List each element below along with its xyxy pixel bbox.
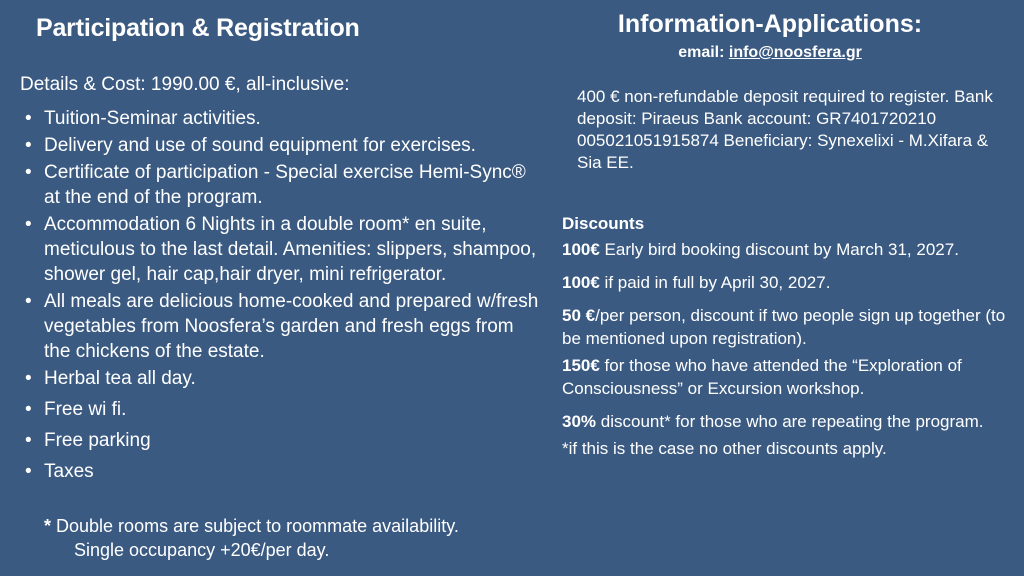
list-item: • All meals are delicious home-cooked and prepared w/fresh vegetables from Noosfera’s garden and fresh eggs from the chickens of the estate. xyxy=(25,291,539,362)
email-label: email: xyxy=(678,44,729,61)
list-item: • Tuition-Seminar activities. xyxy=(25,108,261,129)
list-item: • Free wi fi. xyxy=(25,399,127,420)
list-item: • Certificate of participation - Special exercise Hemi-Sync® at the end of the program. xyxy=(25,162,526,208)
note-line-1: Double rooms are subject to roommate availability. xyxy=(51,516,459,536)
discount-text: /per person, discount if two people sign up together (to be mentioned upon registration). xyxy=(562,306,1006,348)
discount-amount: 50 € xyxy=(562,306,596,325)
list-item: • Free parking xyxy=(25,430,151,451)
list-item: • Taxes xyxy=(25,461,94,482)
bullet-icon: • xyxy=(25,430,32,451)
discounts-list xyxy=(562,238,1007,470)
discount-amount: 150€ xyxy=(562,356,600,375)
discount-item xyxy=(562,410,1007,433)
discount-text: Early bird booking discount by March 31, 2027. xyxy=(599,240,959,259)
discount-text: if paid in full by April 30, 2027. xyxy=(599,273,831,292)
list-item: • Herbal tea all day. xyxy=(25,368,196,389)
list-item: • Accommodation 6 Nights in a double room* en suite, meticulous to the last detail. Amenities: slippers, shampoo, shower gel, hair cap,hair dryer, mini refrigerator. xyxy=(25,214,537,285)
email-line xyxy=(560,44,980,62)
list-item: • Delivery and use of sound equipment for exercises. xyxy=(25,135,476,156)
discount-amount: 30% xyxy=(562,412,597,431)
discount-item xyxy=(562,354,1007,400)
discount-amount: 100€ xyxy=(562,240,600,259)
bullet-icon: • xyxy=(25,162,32,183)
bullet-icon: • xyxy=(25,461,32,482)
discount-item xyxy=(562,271,1007,294)
bullet-icon: • xyxy=(25,368,32,389)
discount-footnote: *if this is the case no other discounts apply. xyxy=(562,439,887,458)
bullet-icon: • xyxy=(25,291,32,312)
bullet-icon: • xyxy=(25,399,32,420)
discounts-heading: Discounts xyxy=(562,214,645,233)
discount-text: for those who have attended the “Exploration of Consciousness” or Excursion workshop. xyxy=(562,356,962,398)
deposit-info: 400 € non-refundable deposit required to register. Bank deposit: Piraeus Bank account: GR7401720210 005021051915874 Beneficiary: Synexelixi - M.Xifara & Sia EE. xyxy=(577,87,993,172)
note-asterisk: * xyxy=(44,516,52,536)
email-link[interactable]: info@noosfera.gr xyxy=(728,44,862,61)
information-title: Information-Applications: xyxy=(617,10,923,38)
bullet-icon: • xyxy=(25,135,32,156)
note-line-2: Single occupancy +20€/per day. xyxy=(74,540,330,560)
cost-details: Details & Cost: 1990.00 €, all-inclusive: xyxy=(20,74,350,95)
discount-item xyxy=(562,238,1007,261)
inclusions-list xyxy=(20,106,540,486)
participation-title: Participation & Registration xyxy=(36,14,360,42)
discount-item xyxy=(562,304,1007,350)
room-note xyxy=(20,514,564,562)
bullet-icon: • xyxy=(25,214,32,235)
bullet-icon: • xyxy=(25,108,32,129)
discount-amount: 100€ xyxy=(562,273,600,292)
discount-text: discount* for those who are repeating the program. xyxy=(596,412,984,431)
